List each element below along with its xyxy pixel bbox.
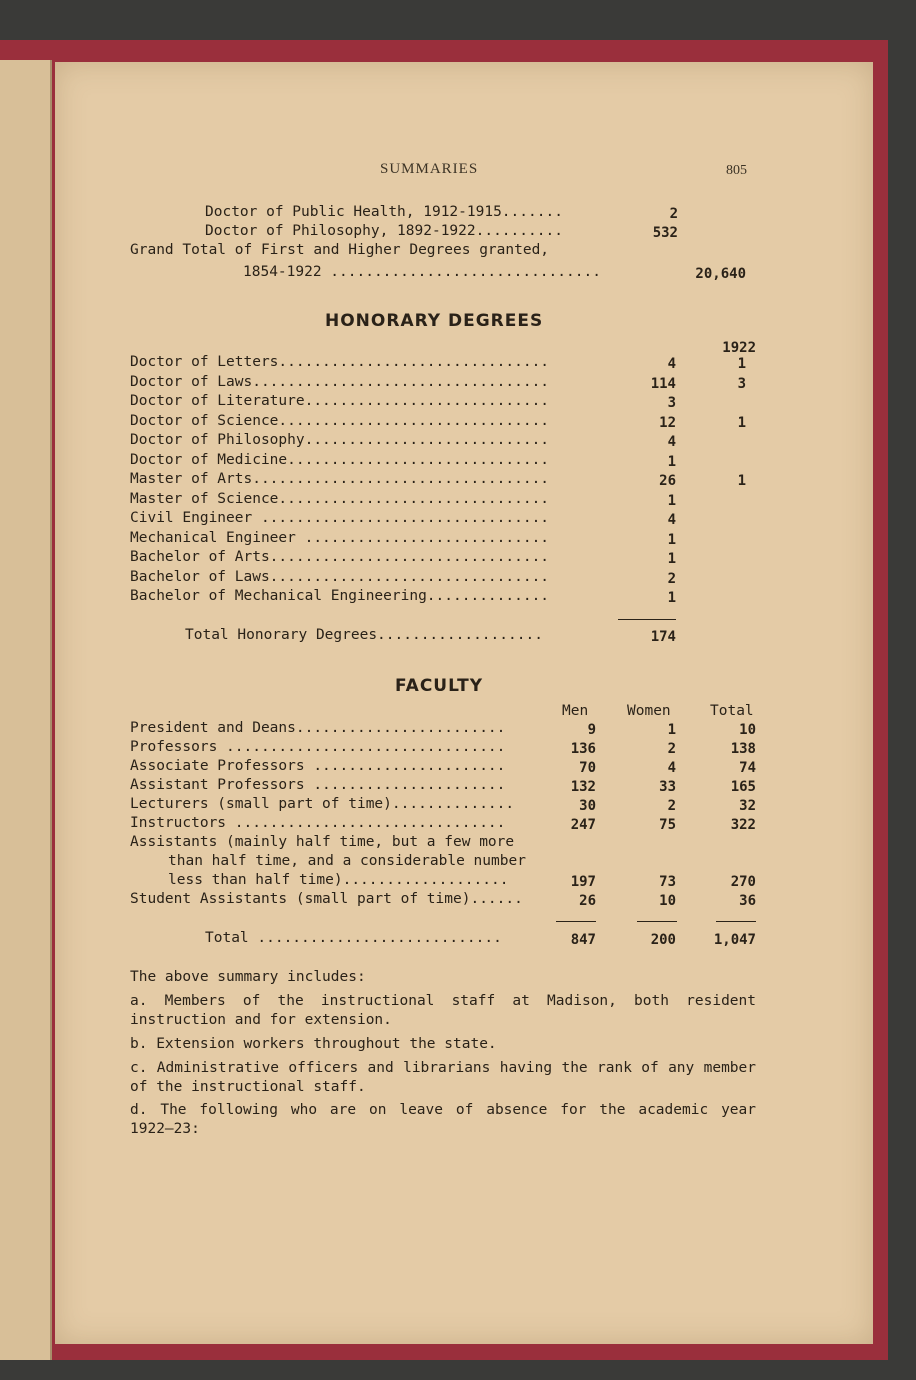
faculty-row-label: Assistants (mainly half time, but a few more: [130, 834, 515, 850]
honorary-total-value: 174: [650, 629, 676, 645]
faculty-row-men: 247: [570, 817, 596, 833]
column-header-men: Men: [562, 703, 589, 719]
faculty-row-men: 70: [579, 760, 596, 776]
faculty-total-women: 200: [650, 932, 676, 948]
degree-row-label: Doctor of Philosophy, 1892-1922..........: [205, 223, 563, 239]
faculty-row-men: 26: [579, 893, 596, 909]
honorary-row-1922: 1: [737, 473, 746, 489]
faculty-row-label: less than half time)...................: [168, 872, 509, 888]
honorary-total-rule: [618, 619, 676, 620]
faculty-row-label: Instructors ...............................: [130, 815, 506, 831]
faculty-row-label: Associate Professors ......................: [130, 758, 506, 774]
faculty-row-total: 270: [730, 874, 756, 890]
honorary-row-1922: 1: [737, 356, 746, 372]
honorary-row-count: 3: [667, 395, 676, 411]
honorary-total-label: Total Honorary Degrees...................: [185, 627, 543, 643]
note-b: b. Extension workers throughout the state.: [130, 1036, 497, 1052]
honorary-row-label: Master of Science...............................: [130, 490, 550, 507]
women-total-rule: [637, 921, 677, 922]
note-c: c. Administrative officers and librarians having the rank of any member of the instructional staff.: [130, 1060, 756, 1095]
note-a: a. Members of the instructional staff at Madison, both resident instruction and for extension.: [130, 993, 756, 1028]
faculty-row-men: 132: [570, 779, 596, 795]
faculty-total-label: Total ............................: [205, 930, 502, 946]
honorary-row-count: 1: [667, 590, 676, 606]
faculty-row-total: 32: [739, 798, 756, 814]
honorary-row-label: Doctor of Letters...............................: [130, 354, 550, 370]
notes-intro: The above summary includes:: [130, 969, 366, 985]
faculty-row-men: 136: [570, 741, 596, 757]
honorary-heading: HONORARY DEGREES: [325, 311, 544, 331]
faculty-total-men: 847: [570, 932, 596, 948]
honorary-row-label: Doctor of Laws..................................: [130, 373, 550, 390]
all-total-rule: [716, 921, 756, 922]
honorary-row-count: 4: [667, 434, 676, 450]
honorary-row-label: Mechanical Engineer ............................: [130, 529, 550, 546]
honorary-row-count: 1: [667, 531, 676, 548]
faculty-row-men: 30: [579, 798, 596, 814]
faculty-row-women: 4: [667, 760, 676, 776]
degree-row-label: Doctor of Public Health, 1912-1915.......: [205, 204, 563, 220]
honorary-row-count: 114: [650, 375, 676, 392]
honorary-row-count: 2: [667, 570, 676, 587]
honorary-row-label: Bachelor of Laws................................: [130, 568, 550, 585]
faculty-total-all: 1,047: [713, 932, 756, 948]
faculty-row-total: 10: [739, 722, 756, 738]
honorary-row-label: Doctor of Literature............................: [130, 393, 550, 409]
column-header-women: Women: [627, 703, 671, 719]
faculty-row-total: 74: [739, 760, 756, 776]
degree-row-label: 1854-1922 ...............................: [243, 264, 601, 280]
honorary-row-label: Doctor of Medicine..............................: [130, 451, 550, 468]
faculty-row-women: 33: [659, 779, 676, 795]
honorary-row-count: 1: [667, 492, 676, 509]
honorary-row-label: Bachelor of Mechanical Engineering..............: [130, 588, 550, 604]
faculty-row-women: 10: [659, 893, 676, 909]
honorary-row-count: 12: [659, 414, 676, 431]
faculty-row-women: 75: [659, 817, 676, 833]
grand-total-value: 20,640: [695, 266, 746, 282]
degree-row-count: 532: [652, 225, 678, 241]
faculty-row-men: 197: [570, 874, 596, 890]
faculty-row-total: 36: [739, 893, 756, 909]
men-total-rule: [556, 921, 596, 922]
faculty-row-label: President and Deans........................: [130, 720, 506, 736]
honorary-row-count: 1: [667, 551, 676, 567]
faculty-heading: FACULTY: [395, 676, 484, 696]
faculty-row-label: Assistant Professors ......................: [130, 777, 506, 793]
faculty-row-label: Student Assistants (small part of time)......: [130, 891, 523, 907]
faculty-row-women: 2: [667, 741, 676, 757]
honorary-row-label: Master of Arts..................................: [130, 471, 550, 487]
honorary-row-label: Doctor of Science...............................: [130, 412, 550, 429]
honorary-row-label: Bachelor of Arts................................: [130, 549, 550, 565]
faculty-row-label: than half time, and a considerable number: [168, 853, 526, 869]
faculty-row-label: Lecturers (small part of time)..............: [130, 796, 515, 812]
honorary-year-header: 1922: [722, 340, 756, 356]
note-d: d. The following who are on leave of absence for the academic year 1922–23:: [130, 1102, 756, 1137]
page-number: 805: [726, 163, 747, 178]
degree-row-count: 2: [669, 206, 678, 222]
column-header-total: Total: [710, 703, 754, 719]
honorary-row-label: Civil Engineer .................................: [130, 510, 550, 526]
honorary-row-1922: 1: [737, 414, 746, 431]
faculty-row-women: 1: [667, 722, 676, 738]
honorary-row-1922: 3: [737, 375, 746, 392]
degree-row-label: Grand Total of First and Higher Degrees granted,: [130, 242, 550, 258]
faculty-row-total: 165: [730, 779, 756, 795]
honorary-row-count: 4: [667, 356, 676, 372]
running-head: SUMMARIES: [380, 161, 479, 177]
faculty-row-men: 9: [587, 722, 596, 738]
faculty-row-total: 138: [730, 741, 756, 757]
honorary-row-count: 1: [667, 453, 676, 470]
faculty-row-women: 73: [659, 874, 676, 890]
honorary-row-count: 4: [667, 512, 676, 528]
faculty-row-women: 2: [667, 798, 676, 814]
honorary-row-label: Doctor of Philosophy............................: [130, 432, 550, 448]
facing-page-edge: [0, 60, 52, 1360]
faculty-row-total: 322: [730, 817, 756, 833]
honorary-row-count: 26: [659, 473, 676, 489]
faculty-row-label: Professors ................................: [130, 739, 506, 755]
